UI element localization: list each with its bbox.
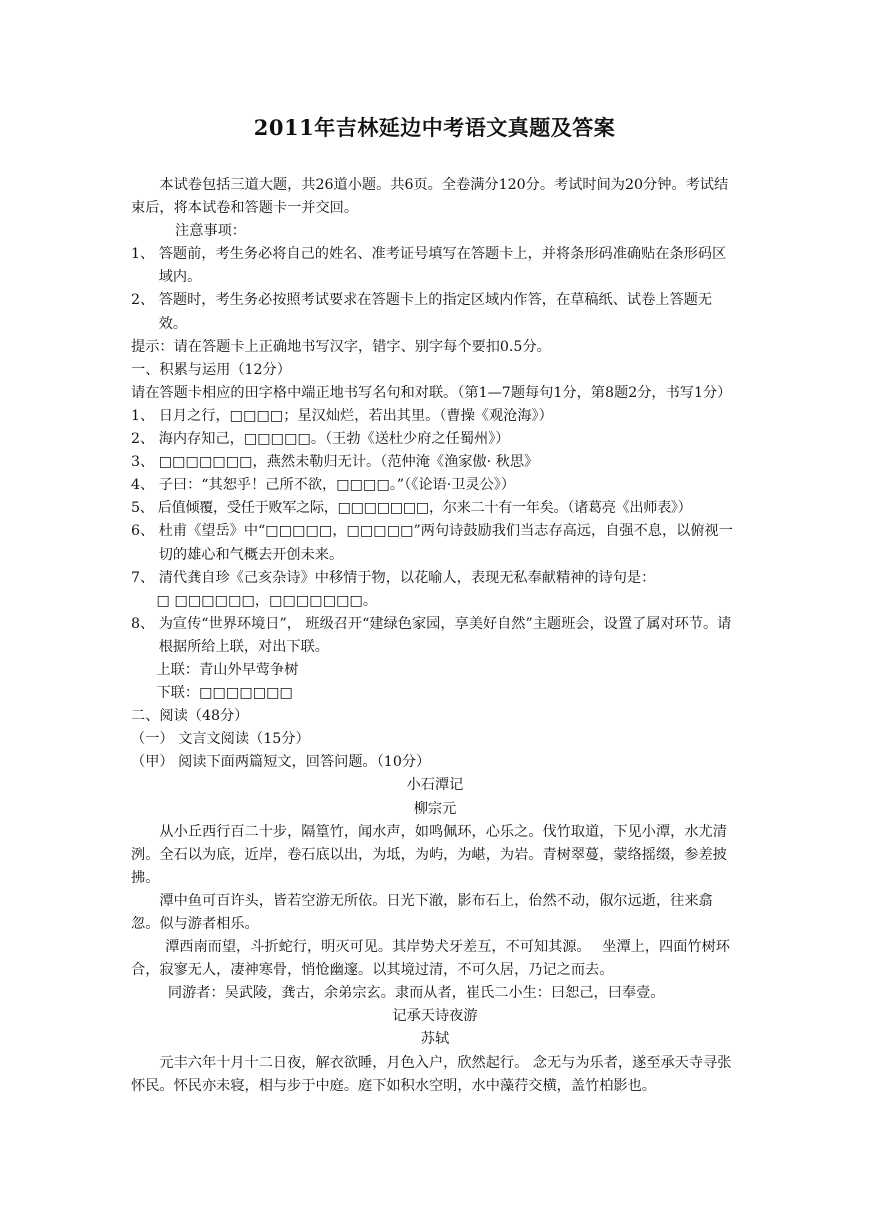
question-item: 8、 为宣传“世界环境日”， 班级召开“建绿色家园，享美好自然”主题班会，设置了属对环节。请根据所给上联，对出下联。 [131, 615, 732, 655]
essay-author: 柳宗元 [413, 800, 457, 817]
essay-title: 小石潭记 [406, 777, 464, 794]
section1-instruction: 请在答题卡相应的田字格中端正地书写名句和对联。（第1—7题每句1分，第8题2分，书写1分） [131, 384, 732, 401]
essay-paragraph: 从小丘西行百二十步，隔篁竹，闻水声，如鸣佩环，心乐之。伐竹取道，下见小潭，水尤清洌。全石以为底，近岸，卷石底以出，为坻，为屿，为嵁，为岩。青树翠蔓，蒙络摇缀，参差披拂。 [131, 823, 727, 886]
question-item: 4、 子曰：“其恕乎！己所不欲，□□□□。”（《论语·卫灵公》） [131, 477, 516, 494]
essay-author: 苏轼 [420, 1031, 450, 1048]
notice-item: 2、 答题时，考生务必按照考试要求在答题卡上的指定区域内作答，在草稿纸、试卷上答题无效。 [131, 292, 713, 332]
section2-heading: 二、阅读（48分） [131, 708, 249, 725]
question-item: 1、 日月之行，□□□□；星汉灿烂，若出其里。（曹操《观沧海》） [131, 407, 553, 424]
couplet-upper: 上联：青山外早莺争树 [156, 661, 299, 678]
item7-answer-blanks: □ □□□□□□，□□□□□□□。 [156, 592, 378, 609]
essay-paragraph: 潭中鱼可百许头，皆若空游无所依。日光下澈，影布石上，佁然不动，俶尔远逝，往来翕忽。似与游者相乐。 [131, 892, 713, 932]
subsection-heading: （一） 文言文阅读（15分） [131, 731, 310, 748]
hint-text: 提示：请在答题卡上正确地书写汉字，错字、别字每个要扣0.5分。 [131, 338, 551, 355]
question-item: 6、 杜甫《望岳》中“□□□□□，□□□□□”两句诗鼓励我们当志存高远，自强不息，以俯视一切的雄心和气概去开创未来。 [131, 523, 733, 563]
essay-title: 记承天诗夜游 [392, 1008, 478, 1025]
essay-paragraph: 潭西南而望，斗折蛇行，明灭可见。其岸势犬牙差互，不可知其源。 坐潭上，四面竹树环合，寂寥无人，凄神寒骨，悄怆幽邃。以其境过清，不可久居，乃记之而去。 [131, 939, 730, 979]
essay-paragraph: 同游者：吴武陵，龚古，余弟宗玄。隶而从者，崔氏二小生：曰恕己，曰奉壹。 [167, 985, 665, 1002]
question-item: 7、 清代龚自珍《己亥杂诗》中移情于物，以花喻人，表现无私奉献精神的诗句是： [131, 569, 656, 586]
subsection-heading: （甲） 阅读下面两篇短文，回答问题。（10分） [131, 754, 431, 771]
question-item: 5、 后值倾覆，受任于败军之际，□□□□□□□，尔来二十有一年矣。（诸葛亮《出师表》） [131, 500, 692, 517]
notice-item: 1、 答题前，考生务必将自己的姓名、准考证号填写在答题卡上，并将条形码准确贴在条形码区域内。 [131, 246, 727, 286]
document-body [131, 174, 739, 1098]
section1-heading: 一、积累与运用（12分） [131, 361, 291, 378]
couplet-lower: 下联：□□□□□□□ [156, 685, 293, 702]
question-item: 3、 □□□□□□□，燕然未勒归无计。（范仲淹《渔家傲· 秋思》 [131, 454, 539, 471]
intro-paragraph: 本试卷包括三道大题，共26道小题。共6页。全卷满分120分。考试时间为20分钟。考试结束后，将本试卷和答题卡一并交回。 [131, 177, 729, 217]
notice-heading: 注意事项： [175, 223, 246, 240]
essay-paragraph: 元丰六年十月十二日夜，解衣欲睡，月色入户，欣然起行。 念无与为乐者，遂至承天寺寻张怀民。怀民亦未寝，相与步于中庭。庭下如积水空明，水中藻荇交横，盖竹柏影也。 [131, 1054, 732, 1094]
question-item: 2、 海内存知己，□□□□□。（王勃《送杜少府之任蜀州》） [131, 431, 510, 448]
page-title: 2011年吉林延边中考语文真题及答案 [253, 115, 616, 140]
